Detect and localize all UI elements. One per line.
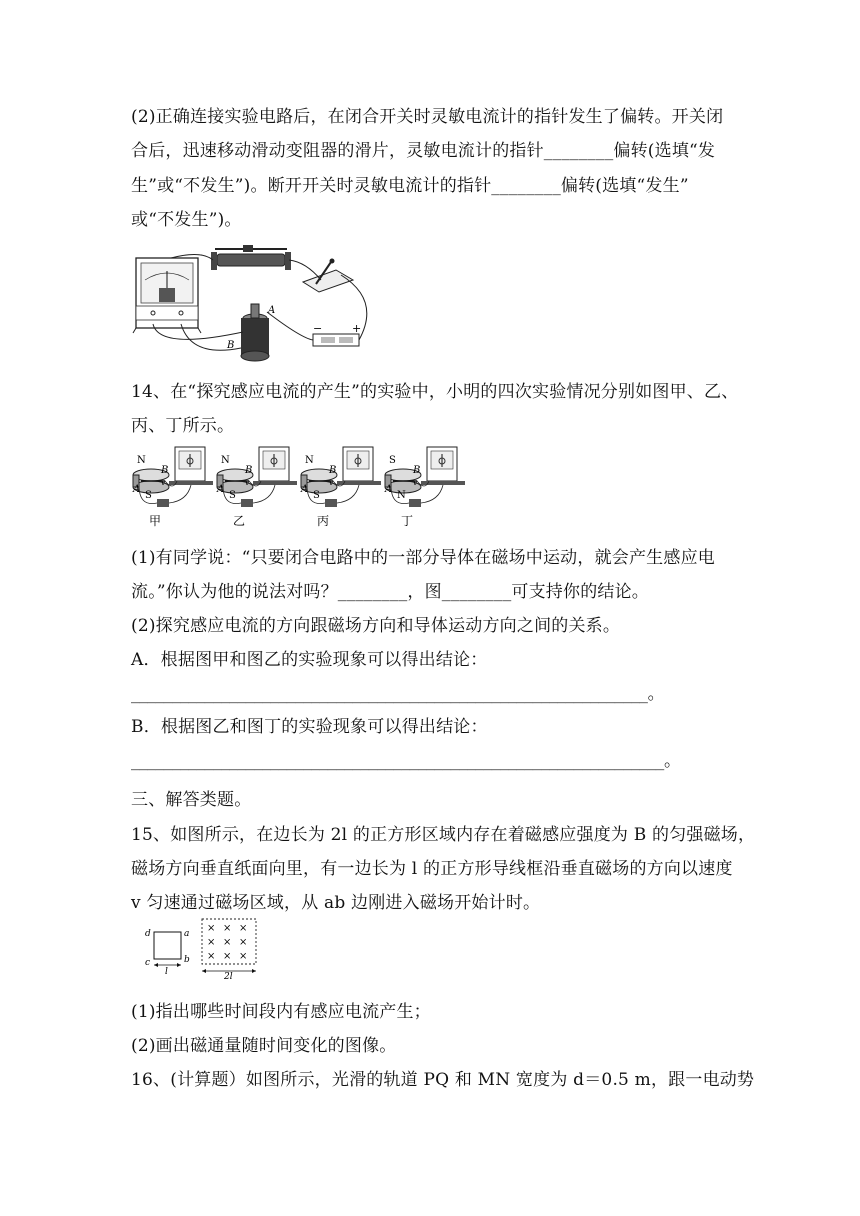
switch-base: [325, 499, 337, 507]
q13-circuit-figure: [131, 240, 381, 365]
q14-partB-blank: _________________________________________________________________。: [131, 751, 681, 771]
field-cross-mark: ×: [207, 923, 216, 934]
bottom-pole-label: S: [313, 490, 320, 501]
knife-switch: [303, 259, 353, 293]
section3-title: 三、解答类题。: [131, 790, 252, 810]
q14-part1-line1: (1)有同学说：“只要闭合电路中的一部分导体在磁场中运动，就会产生感应电: [131, 548, 715, 568]
switch-base: [157, 499, 169, 507]
q15-line3: v 匀速通过磁场区域，从 ab 边刚进入磁场开始计时。: [131, 893, 541, 913]
battery-plus-label: +: [352, 322, 362, 335]
coil-label-a: A: [268, 305, 276, 316]
q15-part2: (2)画出磁通量随时间变化的图像。: [131, 1036, 397, 1056]
battery-minus-label: −: [313, 322, 323, 335]
field-cross-mark: ×: [207, 937, 216, 948]
corner-b: b: [184, 955, 190, 965]
figure-caption: 丙: [317, 514, 330, 528]
figure-caption: 甲: [149, 514, 162, 528]
top-pole-label: S: [389, 455, 396, 466]
bottom-pole-label: N: [397, 490, 406, 501]
label-v: v: [329, 478, 334, 487]
square-wire-frame: [154, 932, 181, 959]
q15-line2: 磁场方向垂直纸面向里，有一边长为 l 的正方形导线框沿垂直磁场的方向以速度: [131, 859, 733, 879]
q13-part2-line3: 生”或“不发生”)。断开开关时灵敏电流计的指针________偏转(选填“发生”: [131, 176, 689, 196]
field-cross-mark: ×: [239, 951, 248, 962]
coil-label-b: B: [227, 340, 235, 351]
field-cross-mark: ×: [223, 951, 232, 962]
q15-part1: (1)指出哪些时间段内有感应电流产生；: [131, 1002, 431, 1022]
label-a: A: [301, 484, 309, 495]
bottom-pole-label: S: [229, 490, 236, 501]
q16-line1: 16、(计算题）如图所示，光滑的轨道 PQ 和 MN 宽度为 d＝0.5 m，跟一电动势: [131, 1070, 755, 1090]
q15-figure: [140, 915, 265, 980]
q15-line1: 15、如图所示，在边长为 2l 的正方形区域内存在着磁感应强度为 B 的匀强磁场，: [131, 825, 756, 845]
q14-stem-line2: 丙、丁所示。: [131, 416, 235, 436]
label-b: B: [161, 465, 169, 476]
q14-figure-1: [131, 445, 215, 530]
label-a: A: [217, 484, 225, 495]
label-b: B: [245, 465, 253, 476]
field-cross-mark: ×: [223, 937, 232, 948]
top-pole-label: N: [137, 455, 146, 466]
galvanometer: [169, 447, 213, 485]
rheostat: [211, 245, 291, 270]
label-a: A: [385, 484, 393, 495]
galvanometer: [133, 258, 201, 333]
label-v: v: [413, 478, 418, 487]
galvanometer: [421, 447, 465, 485]
top-pole-label: N: [221, 455, 230, 466]
field-cross-mark: ×: [223, 923, 232, 934]
q14-figures: [131, 445, 461, 530]
label-v: v: [245, 478, 250, 487]
big-length-label: 2l: [224, 972, 233, 980]
galvanometer: [253, 447, 297, 485]
q14-stem-line1: 14、在“探究感应电流的产生”的实验中，小明的四次实验情况分别如图甲、乙、: [131, 382, 739, 402]
corner-d: d: [145, 929, 151, 939]
switch-base: [241, 499, 253, 507]
q13-part2-line4: 或“不发生”)。: [131, 210, 242, 230]
q14-partA-line: A．根据图甲和图乙的实验现象可以得出结论：: [131, 650, 488, 670]
corner-c: c: [145, 958, 151, 968]
battery: [313, 322, 361, 346]
q14-figure-4: [383, 445, 467, 530]
q14-figure-3: [299, 445, 383, 530]
q13-part2-line2: 合后，迅速移动滑动变阻器的滑片，灵敏电流计的指针________偏转(选填“发: [131, 141, 716, 161]
field-cross-mark: ×: [239, 923, 248, 934]
q14-part2-line1: (2)探究感应电流的方向跟磁场方向和导体运动方向之间的关系。: [131, 616, 621, 636]
q14-part1-line2: 流。”你认为他的说法对吗？________，图________可支持你的结论。: [131, 582, 649, 602]
q13-part2-line1: (2)正确连接实验电路后，在闭合开关时灵敏电流计的指针发生了偏转。开关闭: [131, 107, 724, 127]
corner-a: a: [184, 929, 190, 939]
label-v: v: [161, 478, 166, 487]
label-b: B: [413, 465, 421, 476]
field-cross-mark: ×: [207, 951, 216, 962]
label-a: A: [133, 484, 141, 495]
figure-caption: 乙: [233, 514, 246, 528]
field-cross-mark: ×: [239, 937, 248, 948]
galvanometer: [337, 447, 381, 485]
q14-partA-blank: _______________________________________________________________。: [131, 684, 665, 704]
figure-caption: 丁: [401, 514, 414, 528]
q14-figure-2: [215, 445, 299, 530]
switch-base: [409, 499, 421, 507]
top-pole-label: N: [305, 455, 314, 466]
small-length-label: l: [165, 967, 168, 977]
bottom-pole-label: S: [145, 490, 152, 501]
label-b: B: [329, 465, 337, 476]
q14-partB-line: B．根据图乙和图丁的实验现象可以得出结论：: [131, 717, 488, 737]
